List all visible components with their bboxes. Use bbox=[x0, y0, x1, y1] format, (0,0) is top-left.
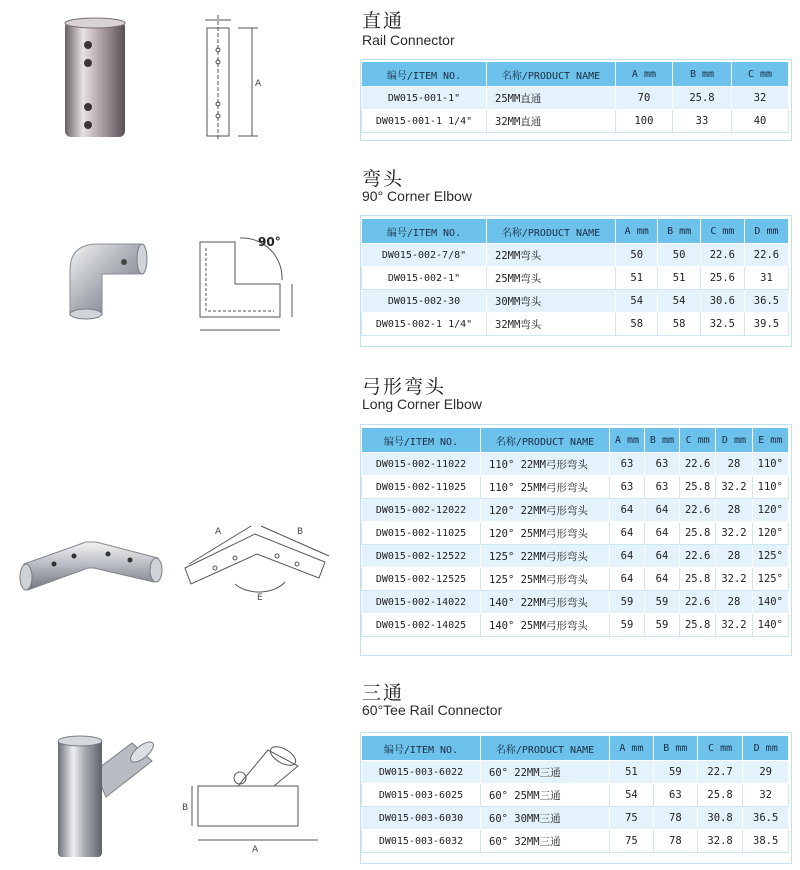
table-cell: 63 bbox=[644, 453, 679, 476]
table-cell: 22.6 bbox=[700, 244, 744, 267]
table-cell: 30.8 bbox=[697, 807, 743, 830]
table-cell: 64 bbox=[644, 499, 679, 522]
table-cell: 110° bbox=[752, 453, 788, 476]
table-cell: 22.6 bbox=[679, 591, 715, 614]
table-cell: 59 bbox=[653, 761, 697, 784]
col-header: A mm bbox=[616, 62, 673, 87]
table-cell: DW015-002-14022 bbox=[362, 591, 481, 614]
table-cell: 59 bbox=[610, 591, 645, 614]
spec-table bbox=[361, 218, 789, 336]
table-cell: 120° bbox=[752, 499, 788, 522]
table-cell: 31 bbox=[744, 267, 788, 290]
section-title-en: 90° Corner Elbow bbox=[362, 188, 472, 204]
col-header: D mm bbox=[744, 219, 788, 244]
table-cell: 22MM弯头 bbox=[487, 244, 616, 267]
table-cell: 50 bbox=[616, 244, 658, 267]
table-row bbox=[362, 591, 789, 614]
table-cell: 140° bbox=[752, 614, 788, 637]
rail-connector-photo bbox=[40, 15, 160, 140]
section-title-en: Long Corner Elbow bbox=[362, 396, 482, 412]
table-cell: 28 bbox=[716, 591, 752, 614]
table-row bbox=[362, 290, 789, 313]
col-header: E mm bbox=[752, 428, 788, 453]
svg-text:A: A bbox=[252, 845, 259, 855]
table-row bbox=[362, 522, 789, 545]
table-cell: 25.6 bbox=[700, 267, 744, 290]
section-title-en: Rail Connector bbox=[362, 32, 455, 48]
table-cell: 140° 22MM弓形弯头 bbox=[481, 591, 610, 614]
table-cell: 22.6 bbox=[744, 244, 788, 267]
table-cell: 63 bbox=[610, 453, 645, 476]
table-cell: 59 bbox=[644, 591, 679, 614]
col-header: D mm bbox=[716, 428, 752, 453]
table-cell: 54 bbox=[658, 290, 700, 313]
table-cell: 51 bbox=[616, 267, 658, 290]
table-cell: DW015-002-12522 bbox=[362, 545, 481, 568]
col-header: 名称/PRODUCT NAME bbox=[487, 219, 616, 244]
table-cell: 59 bbox=[610, 614, 645, 637]
table-cell: 100 bbox=[616, 110, 673, 133]
table-row bbox=[362, 267, 789, 290]
table-cell: 32.2 bbox=[716, 568, 752, 591]
table-row bbox=[362, 476, 789, 499]
table-cell: DW015-002-11022 bbox=[362, 453, 481, 476]
table-cell: 110° 25MM弓形弯头 bbox=[481, 476, 610, 499]
table-cell: 32 bbox=[743, 784, 789, 807]
table-cell: DW015-002-1" bbox=[362, 267, 487, 290]
table-cell: 22.7 bbox=[697, 761, 743, 784]
col-header: A mm bbox=[610, 736, 654, 761]
table-cell: 25.8 bbox=[679, 476, 715, 499]
table-cell: 64 bbox=[644, 545, 679, 568]
table-cell: 64 bbox=[610, 568, 645, 591]
table-cell: 25.8 bbox=[679, 522, 715, 545]
table-cell: 54 bbox=[616, 290, 658, 313]
table-cell: 63 bbox=[610, 476, 645, 499]
table-cell: 25MM弯头 bbox=[487, 267, 616, 290]
col-header: C mm bbox=[697, 736, 743, 761]
section-title-cn: 弯头 bbox=[362, 168, 405, 190]
col-header: 名称/PRODUCT NAME bbox=[481, 428, 610, 453]
table-cell: 60° 32MM三通 bbox=[481, 830, 610, 853]
table-row bbox=[362, 453, 789, 476]
svg-text:A: A bbox=[215, 527, 222, 537]
col-header: B mm bbox=[672, 62, 731, 87]
table-cell: 110° 22MM弓形弯头 bbox=[481, 453, 610, 476]
table-cell: 64 bbox=[644, 568, 679, 591]
long-elbow-drawing bbox=[175, 508, 345, 618]
table-cell: 30MM弯头 bbox=[487, 290, 616, 313]
table-cell: 32.5 bbox=[700, 313, 744, 336]
table-row bbox=[362, 784, 789, 807]
table-cell: 60° 30MM三通 bbox=[481, 807, 610, 830]
col-header: 编号/ITEM NO. bbox=[362, 736, 481, 761]
table-cell: 63 bbox=[653, 784, 697, 807]
table-cell: DW015-003-6025 bbox=[362, 784, 481, 807]
table-cell: 120° 25MM弓形弯头 bbox=[481, 522, 610, 545]
table-row bbox=[362, 830, 789, 853]
table-cell: DW015-002-11025 bbox=[362, 476, 481, 499]
table-cell: 59 bbox=[644, 614, 679, 637]
table-cell: 140° 25MM弓形弯头 bbox=[481, 614, 610, 637]
table-row bbox=[362, 614, 789, 637]
table-cell: 32.2 bbox=[716, 614, 752, 637]
table-row bbox=[362, 244, 789, 267]
col-header: 编号/ITEM NO. bbox=[362, 219, 487, 244]
table-cell: 110° bbox=[752, 476, 788, 499]
table-cell: 140° bbox=[752, 591, 788, 614]
tee-connector-drawing bbox=[178, 736, 348, 856]
section-long-corner-elbow bbox=[0, 368, 800, 668]
table-cell: DW015-002-12525 bbox=[362, 568, 481, 591]
table-row bbox=[362, 313, 789, 336]
table-cell: 51 bbox=[658, 267, 700, 290]
table-cell: 125° 25MM弓形弯头 bbox=[481, 568, 610, 591]
long-elbow-photo bbox=[18, 518, 168, 598]
table-cell: DW015-002-12022 bbox=[362, 499, 481, 522]
table-row bbox=[362, 807, 789, 830]
table-cell: 25.8 bbox=[672, 87, 731, 110]
table-row bbox=[362, 87, 789, 110]
col-header: B mm bbox=[644, 428, 679, 453]
col-header: 编号/ITEM NO. bbox=[362, 428, 481, 453]
corner-elbow-drawing bbox=[180, 222, 340, 342]
table-cell: 125° 22MM弓形弯头 bbox=[481, 545, 610, 568]
spec-table bbox=[361, 61, 789, 133]
table-cell: 64 bbox=[610, 522, 645, 545]
table-cell: 32.2 bbox=[716, 476, 752, 499]
table-cell: 75 bbox=[610, 807, 654, 830]
table-cell: 25.8 bbox=[697, 784, 743, 807]
table-cell: 22.6 bbox=[679, 545, 715, 568]
svg-text:E: E bbox=[257, 593, 263, 603]
svg-text:A: A bbox=[255, 79, 262, 89]
table-cell: 50 bbox=[658, 244, 700, 267]
table-cell: 30.6 bbox=[700, 290, 744, 313]
table-cell: 58 bbox=[658, 313, 700, 336]
table-cell: 32 bbox=[732, 87, 789, 110]
col-header: B mm bbox=[658, 219, 700, 244]
table-row bbox=[362, 568, 789, 591]
spec-table bbox=[361, 427, 789, 637]
table-cell: 120° 22MM弓形弯头 bbox=[481, 499, 610, 522]
table-row bbox=[362, 545, 789, 568]
col-header: C mm bbox=[679, 428, 715, 453]
table-cell: 75 bbox=[610, 830, 654, 853]
table-cell: 125° bbox=[752, 568, 788, 591]
corner-elbow-photo bbox=[40, 230, 160, 320]
table-cell: 32MM直通 bbox=[487, 110, 616, 133]
table-cell: 22.6 bbox=[679, 453, 715, 476]
angle-label: 90° bbox=[258, 235, 281, 249]
table-cell: 40 bbox=[732, 110, 789, 133]
col-header: A mm bbox=[616, 219, 658, 244]
table-cell: 36.5 bbox=[743, 807, 789, 830]
table-cell: 25.8 bbox=[679, 568, 715, 591]
table-cell: 28 bbox=[716, 499, 752, 522]
col-header: 名称/PRODUCT NAME bbox=[481, 736, 610, 761]
table-cell: 28 bbox=[716, 545, 752, 568]
col-header: C mm bbox=[700, 219, 744, 244]
table-cell: DW015-003-6022 bbox=[362, 761, 481, 784]
table-cell: 78 bbox=[653, 830, 697, 853]
table-cell: 32.8 bbox=[697, 830, 743, 853]
table-cell: 28 bbox=[716, 453, 752, 476]
table-cell: 60° 25MM三通 bbox=[481, 784, 610, 807]
col-header: A mm bbox=[610, 428, 645, 453]
table-cell: 60° 22MM三通 bbox=[481, 761, 610, 784]
rail-connector-drawing bbox=[180, 10, 340, 145]
svg-text:B: B bbox=[297, 527, 304, 537]
table-cell: 70 bbox=[616, 87, 673, 110]
table-cell: 58 bbox=[616, 313, 658, 336]
table-cell: 29 bbox=[743, 761, 789, 784]
table-cell: 125° bbox=[752, 545, 788, 568]
svg-text:B: B bbox=[182, 803, 189, 813]
table-row bbox=[362, 761, 789, 784]
col-header: 编号/ITEM NO. bbox=[362, 62, 487, 87]
spec-table bbox=[361, 735, 789, 853]
table-cell: 32.2 bbox=[716, 522, 752, 545]
table-cell: DW015-002-30 bbox=[362, 290, 487, 313]
table-cell: 39.5 bbox=[744, 313, 788, 336]
section-tee-connector bbox=[0, 676, 800, 870]
section-title-cn: 直通 bbox=[362, 10, 405, 32]
table-cell: DW015-002-1 1/4" bbox=[362, 313, 487, 336]
section-title-cn: 弓形弯头 bbox=[362, 376, 447, 398]
table-cell: DW015-001-1 1/4" bbox=[362, 110, 487, 133]
col-header: 名称/PRODUCT NAME bbox=[487, 62, 616, 87]
table-cell: 64 bbox=[610, 499, 645, 522]
table-cell: 64 bbox=[644, 522, 679, 545]
table-cell: 54 bbox=[610, 784, 654, 807]
table-cell: DW015-001-1" bbox=[362, 87, 487, 110]
table-cell: 22.6 bbox=[679, 499, 715, 522]
section-corner-elbow bbox=[0, 160, 800, 360]
table-cell: 63 bbox=[644, 476, 679, 499]
col-header: B mm bbox=[653, 736, 697, 761]
section-title-cn: 三通 bbox=[362, 682, 405, 704]
table-cell: 33 bbox=[672, 110, 731, 133]
table-cell: DW015-003-6032 bbox=[362, 830, 481, 853]
col-header: C mm bbox=[732, 62, 789, 87]
tee-connector-photo bbox=[40, 731, 160, 861]
table-cell: DW015-003-6030 bbox=[362, 807, 481, 830]
table-cell: 32MM弯头 bbox=[487, 313, 616, 336]
table-cell: 51 bbox=[610, 761, 654, 784]
table-cell: 78 bbox=[653, 807, 697, 830]
table-cell: 120° bbox=[752, 522, 788, 545]
col-header: D mm bbox=[743, 736, 789, 761]
section-rail-connector bbox=[0, 0, 800, 150]
table-cell: 25.8 bbox=[679, 614, 715, 637]
table-cell: 64 bbox=[610, 545, 645, 568]
table-cell: 38.5 bbox=[743, 830, 789, 853]
table-row bbox=[362, 110, 789, 133]
table-cell: 36.5 bbox=[744, 290, 788, 313]
table-row bbox=[362, 499, 789, 522]
table-cell: 25MM直通 bbox=[487, 87, 616, 110]
section-title-en: 60°Tee Rail Connector bbox=[362, 702, 503, 718]
table-cell: DW015-002-11025 bbox=[362, 522, 481, 545]
table-cell: DW015-002-7/8" bbox=[362, 244, 487, 267]
table-cell: DW015-002-14025 bbox=[362, 614, 481, 637]
